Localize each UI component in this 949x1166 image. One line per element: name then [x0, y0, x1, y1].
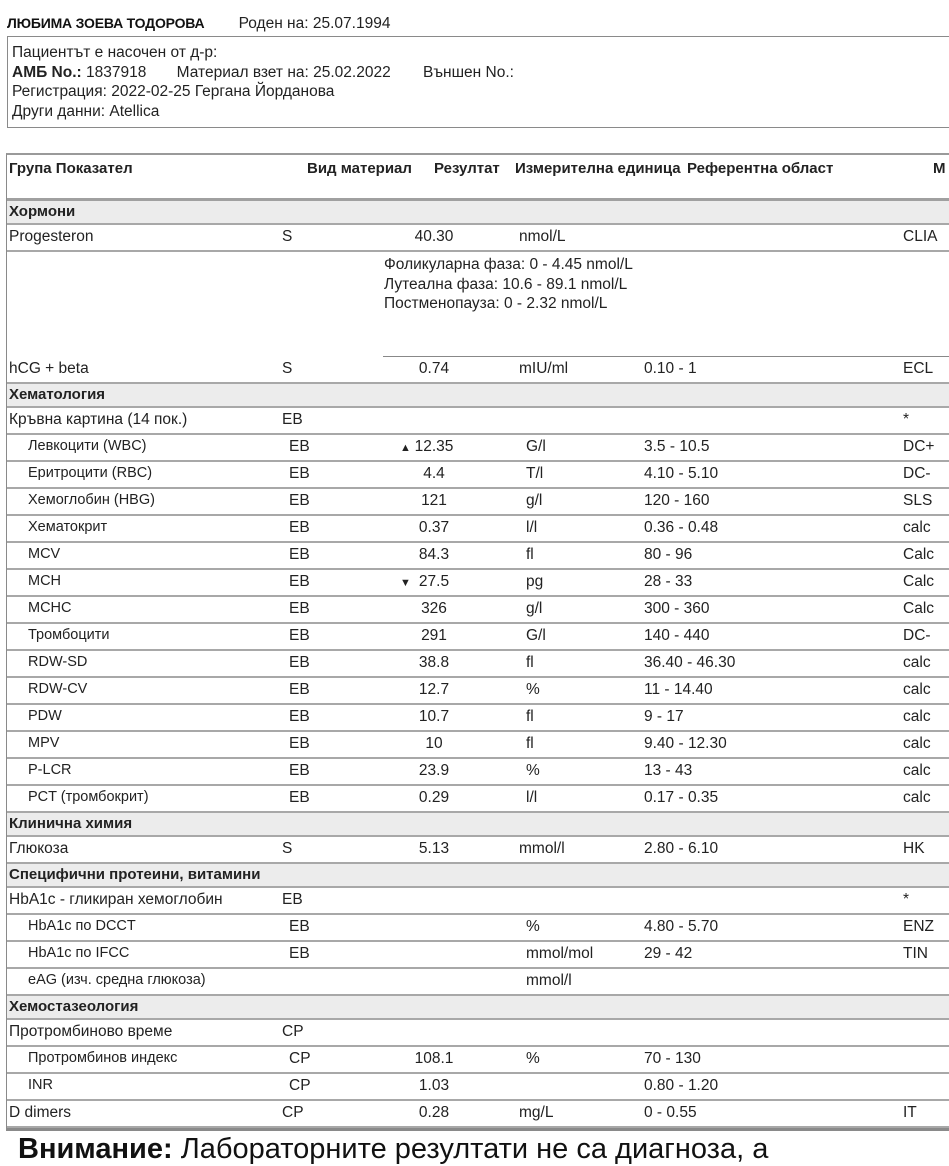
reference-range: 3.5 - 10.5 — [644, 438, 710, 455]
material: EB — [282, 891, 303, 908]
result-value: 0.29 — [418, 789, 450, 806]
group-header — [7, 813, 949, 837]
material: EB — [289, 945, 310, 962]
material: CP — [282, 1023, 304, 1040]
test-name: MCHC — [28, 600, 72, 616]
group-header — [7, 384, 949, 408]
result-value: 121 — [421, 492, 447, 509]
reference-range: 0.80 - 1.20 — [644, 1077, 719, 1094]
progesterone-reference-block — [7, 252, 949, 357]
result-value: 84.3 — [418, 546, 450, 563]
material: EB — [289, 681, 310, 698]
reference-range: 70 - 130 — [644, 1050, 701, 1067]
result-value: 38.8 — [418, 654, 450, 671]
arrow-down-icon: ▼ — [400, 577, 411, 589]
method: calc — [903, 519, 931, 536]
unit: fl — [526, 546, 534, 563]
reference-note: Лутеална фаза: 10.6 - 89.1 nmol/L — [384, 275, 628, 293]
material: EB — [289, 600, 310, 617]
material: S — [282, 228, 293, 245]
warning-text: Лабораторните резултати не са диагноза, а — [180, 1133, 769, 1165]
header-reference: Референтна област — [687, 160, 834, 177]
dob-label: Роден на: — [238, 15, 309, 32]
group-title: Хормони — [9, 203, 76, 220]
result-value: 326 — [421, 600, 447, 617]
material: EB — [289, 654, 310, 671]
table-row — [7, 915, 949, 942]
material: EB — [289, 627, 310, 644]
material: EB — [289, 438, 310, 455]
reference-range: 0.17 - 0.35 — [644, 789, 719, 806]
method: IT — [903, 1104, 917, 1121]
material: EB — [289, 762, 310, 779]
reference-range: 0.36 - 0.48 — [644, 519, 719, 536]
table-row — [7, 732, 949, 759]
method: * — [903, 411, 910, 428]
material: EB — [289, 546, 310, 563]
result-value: 27.5 — [418, 573, 450, 590]
group-title: Хематология — [9, 386, 106, 403]
method: SLS — [903, 492, 933, 509]
patient-header — [7, 15, 390, 33]
table-row — [7, 651, 949, 678]
test-name: Еритроцити (RBC) — [28, 465, 153, 481]
result-value: 10.7 — [418, 708, 450, 725]
unit: fl — [526, 708, 534, 725]
warning-note — [18, 1133, 768, 1166]
unit: G/l — [526, 627, 546, 644]
test-name: RDW-CV — [28, 681, 88, 697]
test-name: RDW-SD — [28, 654, 88, 670]
unit: mmol/mol — [526, 945, 594, 962]
table-row — [7, 435, 949, 462]
unit: mmol/l — [526, 972, 572, 989]
dob-value: 25.07.1994 — [312, 15, 391, 32]
header-result: Резултат — [434, 160, 500, 177]
table-row — [7, 1101, 949, 1128]
test-name: MCH — [28, 573, 62, 589]
result-value: 0.37 — [418, 519, 450, 536]
reference-range: 0 - 0.55 — [644, 1104, 697, 1121]
unit: l/l — [526, 519, 538, 536]
result-value: 108.1 — [414, 1050, 454, 1067]
test-name: Левкоцити (WBC) — [28, 438, 147, 454]
unit: mg/L — [519, 1104, 554, 1121]
reference-range: 4.80 - 5.70 — [644, 918, 719, 935]
material: CP — [282, 1104, 304, 1121]
method: Calc — [903, 600, 935, 617]
method: * — [903, 891, 910, 908]
material: EB — [289, 465, 310, 482]
reference-range: 11 - 14.40 — [644, 681, 713, 698]
table-row — [7, 516, 949, 543]
method: calc — [903, 708, 931, 725]
group-title: Специфични протеини, витамини — [9, 866, 261, 883]
reference-notes — [384, 255, 633, 314]
test-name: INR — [28, 1077, 53, 1093]
reference-range: 2.80 - 6.10 — [644, 840, 719, 857]
result-value: 40.30 — [414, 228, 454, 245]
header-material: Вид материал — [307, 160, 412, 177]
other-data-value: Atellica — [109, 102, 160, 120]
material: EB — [289, 708, 310, 725]
result-value: 5.13 — [418, 840, 450, 857]
unit: % — [526, 1050, 540, 1067]
test-name: Тромбоцити — [28, 627, 110, 643]
unit: l/l — [526, 789, 538, 806]
table-row — [7, 942, 949, 969]
arrow-up-icon: ▲ — [400, 442, 411, 454]
material-date: 25.02.2022 — [313, 63, 391, 81]
test-name: HbA1c по DCCT — [28, 918, 136, 934]
result-value: 0.28 — [418, 1104, 450, 1121]
table-row — [7, 888, 949, 915]
table-row — [7, 1074, 949, 1101]
warning-label: Внимание: — [18, 1133, 173, 1165]
method: calc — [903, 654, 931, 671]
other-data-line — [12, 102, 949, 122]
result-value: 12.7 — [418, 681, 450, 698]
test-name: hCG + beta — [9, 360, 89, 377]
unit: pg — [526, 573, 544, 590]
test-name: Глюкоза — [9, 840, 69, 857]
material: EB — [289, 789, 310, 806]
table-row — [7, 678, 949, 705]
referred-line — [12, 43, 949, 63]
header-unit: Измерителна единица — [515, 160, 681, 177]
reference-range: 9.40 - 12.30 — [644, 735, 727, 752]
unit: mIU/ml — [519, 360, 569, 377]
material: S — [282, 360, 293, 377]
table-row — [7, 357, 949, 384]
material-date-label: Материал взет на: — [176, 63, 309, 81]
registration-value: 2022-02-25 Гергана Йорданова — [111, 83, 335, 100]
method: ENZ — [903, 918, 934, 935]
group-title: Клинична химия — [9, 815, 133, 832]
material: EB — [289, 519, 310, 536]
external-no-label: Външен No.: — [423, 63, 514, 81]
unit: mmol/l — [519, 840, 565, 857]
reference-range: 0.10 - 1 — [644, 360, 697, 377]
test-name: MPV — [28, 735, 60, 751]
unit: fl — [526, 654, 534, 671]
test-name: MCV — [28, 546, 61, 562]
test-name: Протромбинов индекс — [28, 1050, 178, 1066]
group-header — [7, 996, 949, 1020]
result-value: 12.35 — [414, 438, 454, 455]
reference-range: 140 - 440 — [644, 627, 710, 644]
unit: % — [526, 762, 540, 779]
unit: % — [526, 681, 540, 698]
header-method: М — [933, 160, 946, 177]
group-title: Хемостазеология — [9, 998, 139, 1015]
reference-range: 36.40 - 46.30 — [644, 654, 736, 671]
amb-number: 1837918 — [86, 63, 147, 81]
method: calc — [903, 681, 931, 698]
table-row — [7, 543, 949, 570]
test-name: P-LCR — [28, 762, 72, 778]
method: calc — [903, 789, 931, 806]
method: DC- — [903, 627, 931, 644]
test-name: Кръвна картина (14 пок.) — [9, 411, 188, 428]
table-row — [7, 1020, 949, 1047]
table-row — [7, 570, 949, 597]
group-header — [7, 864, 949, 888]
patient-info-box — [7, 36, 949, 128]
test-name: HbA1c по IFCC — [28, 945, 130, 961]
method: DC- — [903, 465, 931, 482]
material: EB — [289, 918, 310, 935]
patient-name: ЛЮБИМА ЗОЕВА ТОДОРОВА — [7, 15, 205, 31]
table-row — [7, 837, 949, 864]
test-name: Хемоглобин (HBG) — [28, 492, 155, 508]
material: EB — [289, 735, 310, 752]
unit: G/l — [526, 438, 546, 455]
reference-range: 4.10 - 5.10 — [644, 465, 719, 482]
amb-label: АМБ No.: — [12, 63, 82, 81]
table-row — [7, 969, 949, 996]
method: TIN — [903, 945, 928, 962]
reference-range: 28 - 33 — [644, 573, 693, 590]
table-row — [7, 786, 949, 813]
reference-range: 300 - 360 — [644, 600, 710, 617]
test-name: Progesteron — [9, 228, 94, 245]
header-name: Група Показател — [9, 160, 133, 177]
unit: fl — [526, 735, 534, 752]
unit: T/l — [526, 465, 544, 482]
material: EB — [282, 411, 303, 428]
results-table — [6, 153, 949, 1131]
test-name: Хематокрит — [28, 519, 108, 535]
table-row — [7, 624, 949, 651]
test-name: HbA1c - гликиран хемоглобин — [9, 891, 223, 908]
test-name: D dimers — [9, 1104, 72, 1121]
table-row — [7, 408, 949, 435]
reference-range: 120 - 160 — [644, 492, 710, 509]
other-data-label: Други данни: — [12, 102, 106, 120]
method: ECL — [903, 360, 934, 377]
method: DC+ — [903, 438, 935, 455]
result-value: 23.9 — [418, 762, 450, 779]
amb-line — [12, 63, 949, 83]
test-name: Протромбиново време — [9, 1023, 173, 1040]
unit: nmol/L — [519, 228, 566, 245]
table-row — [7, 225, 949, 252]
method: calc — [903, 735, 931, 752]
result-value: 10 — [425, 735, 443, 752]
unit: g/l — [526, 600, 543, 617]
material: EB — [289, 573, 310, 590]
table-row — [7, 462, 949, 489]
registration-line — [12, 82, 949, 102]
reference-range: 80 - 96 — [644, 546, 693, 563]
reference-range: 9 - 17 — [644, 708, 684, 725]
result-value: 291 — [421, 627, 447, 644]
table-row — [7, 489, 949, 516]
material: CP — [289, 1077, 311, 1094]
group-header — [7, 201, 949, 225]
reference-range: 13 - 43 — [644, 762, 693, 779]
method: CLIA — [903, 228, 938, 245]
table-row — [7, 759, 949, 786]
reference-range: 29 - 42 — [644, 945, 693, 962]
table-header — [7, 155, 949, 201]
method: Calc — [903, 573, 935, 590]
result-value: 4.4 — [423, 465, 445, 482]
table-row — [7, 1047, 949, 1074]
method: calc — [903, 762, 931, 779]
table-row — [7, 705, 949, 732]
patient-dob — [239, 15, 391, 32]
referred-label: Пациентът е насочен от д-р: — [12, 44, 218, 61]
result-value: 1.03 — [418, 1077, 450, 1094]
test-name: PDW — [28, 708, 62, 724]
table-row — [7, 597, 949, 624]
unit: g/l — [526, 492, 543, 509]
test-name: PCT (тромбокрит) — [28, 789, 149, 805]
material: CP — [289, 1050, 311, 1067]
result-value: 0.74 — [418, 360, 450, 377]
registration-label: Регистрация: — [12, 83, 107, 100]
test-name: eAG (изч. средна глюкоза) — [28, 972, 206, 988]
material: S — [282, 840, 293, 857]
unit: % — [526, 918, 540, 935]
reference-note: Постменопауза: 0 - 2.32 nmol/L — [384, 295, 608, 312]
method: HK — [903, 840, 925, 857]
reference-note: Фоликуларна фаза: 0 - 4.45 nmol/L — [384, 256, 633, 273]
material: EB — [289, 492, 310, 509]
method: Calc — [903, 546, 935, 563]
